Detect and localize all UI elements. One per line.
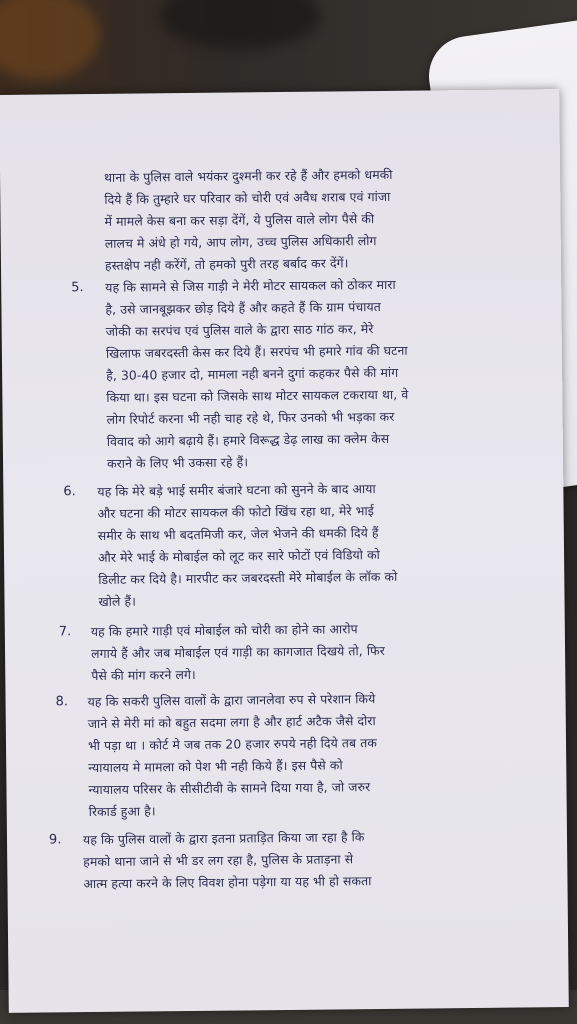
- text-line: पैसे की मांग करने लगे।: [91, 666, 196, 684]
- paragraph-number: 9.: [48, 832, 62, 848]
- text-line: समीर के साथ भी बदतमिजी कर, जेल भेजने की धमकी दिये हैं: [97, 525, 379, 543]
- text-line: खोले हैं।: [98, 593, 137, 609]
- paragraph-number: 6.: [63, 484, 76, 500]
- document-body: [0, 89, 569, 1013]
- text-line: हस्तक्षेप नही करेंगें, तो हमको पुरी तरह बर्बाद कर देंगें।: [104, 255, 349, 273]
- text-line: में मामले केस बना कर सड़ा देंगें, ये पुलिस वाले लोग पैसे की: [104, 211, 375, 229]
- text-line: जाने से मेरी मां को बहुत सदमा लगा है और हार्ट अटैक जैसे दोरा: [87, 713, 376, 732]
- text-line: कराने के लिए भी उकसा रहे हैं।: [106, 454, 249, 471]
- paragraph-number: 7.: [58, 624, 72, 640]
- text-line: यह कि सकरी पुलिस वालों के द्वारा जानलेवा रुप से परेशान किये: [87, 691, 376, 710]
- text-line: न्यायालय मे मामला को पेश भी नही किये हैं। इस पैसे को: [88, 757, 343, 776]
- text-line: लोग रिपोर्ट करना भी नही चाह रहे थे, फिर उनको भी भड़का कर: [106, 408, 395, 427]
- text-line: और मेरे भाई के मोबाईल को लूट कर सारे फोटों एवं विडियो को: [97, 546, 380, 565]
- text-line: यह कि हमारे गाड़ी एवं मोबाईल को चोरी का होने का आरोप: [90, 621, 358, 640]
- text-line: यह कि पुलिस वालों के द्वारा इतना प्रताड़ित किया जा रहा है कि: [82, 829, 365, 848]
- text-line: भी पड़ा था । कोर्ट मे जब तक 20 हजार रुपये नही दिये तब तक: [87, 735, 378, 754]
- text-line: यह कि सामने से जिस गाड़ी ने मेरी मोटर सायकल को ठोकर मारा: [105, 276, 396, 295]
- paragraph-number: 5.: [71, 280, 84, 296]
- text-line: रिकार्ड हुआ है।: [88, 803, 156, 820]
- text-line: यह कि मेरे बड़े भाई समीर बंजारे घटना को सुनने के बाद आया: [97, 481, 376, 499]
- text-line: है, 30-40 हजार दो, मामला नही बनने दुगां कहकर पैसे की मांग: [106, 364, 399, 383]
- text-line: जोकी का सरपंच एवं पुलिस वाले के द्वारा साठ गांठ कर, मेरे: [105, 321, 374, 339]
- text-line: डिलीट कर दिये है। मारपीट कर जबरदस्ती मेरे मोबाईल के लॉक को: [98, 568, 398, 587]
- text-line: लगाये हैं और जब मोबाईल एवं गाड़ी का कागजात दिखये तो, फिर: [90, 642, 385, 662]
- text-line: दिये हैं कि तुम्हारे घर परिवार को चोरी एवं अवैध शराब एवं गांजा: [104, 188, 391, 207]
- text-line: और घटना की मोटर सायकल की फोटो खिंच रहा था, मेरे भाई: [97, 503, 374, 521]
- text-line: हमको थाना जाने से भी डर लग रहा है, पुलिस के प्रताड़ना से: [83, 851, 354, 870]
- text-line: न्यायालय परिसर के सीसीटीवी के सामने दिया गया है, जो जरुर: [88, 779, 371, 798]
- text-line: लालच मे अंधे हो गये, आप लोग, उच्च पुलिस अधिकारी लोग: [104, 233, 377, 251]
- paragraph-number: 8.: [55, 694, 69, 710]
- text-line: खिलाफ जबरदस्ती केस कर दिये हैं। सरपंच भी हमारे गांव की घटना: [105, 342, 408, 361]
- text-line: विवाद को आगे बढ़ाये हैं। हमारे विरूद्ध डेढ़ लाख का क्लेम केस: [106, 430, 390, 449]
- text-line: थाना के पुलिस वाले भयंकर दुश्मनी कर रहे हैं और हमको धमकी: [103, 166, 393, 185]
- text-line: किया था। इस घटना को जिसके साथ मोटर सायकल टकराया था, वे: [106, 386, 409, 405]
- text-line: है, उसे जानबूझकर छोड़ दिये हैं और कहते हैं कि ग्राम पंचायत: [105, 298, 382, 317]
- document-page: [0, 89, 569, 1013]
- text-line: आत्म हत्या करने के लिए विवश होना पड़ेगा या यह भी हो सकता: [83, 873, 372, 892]
